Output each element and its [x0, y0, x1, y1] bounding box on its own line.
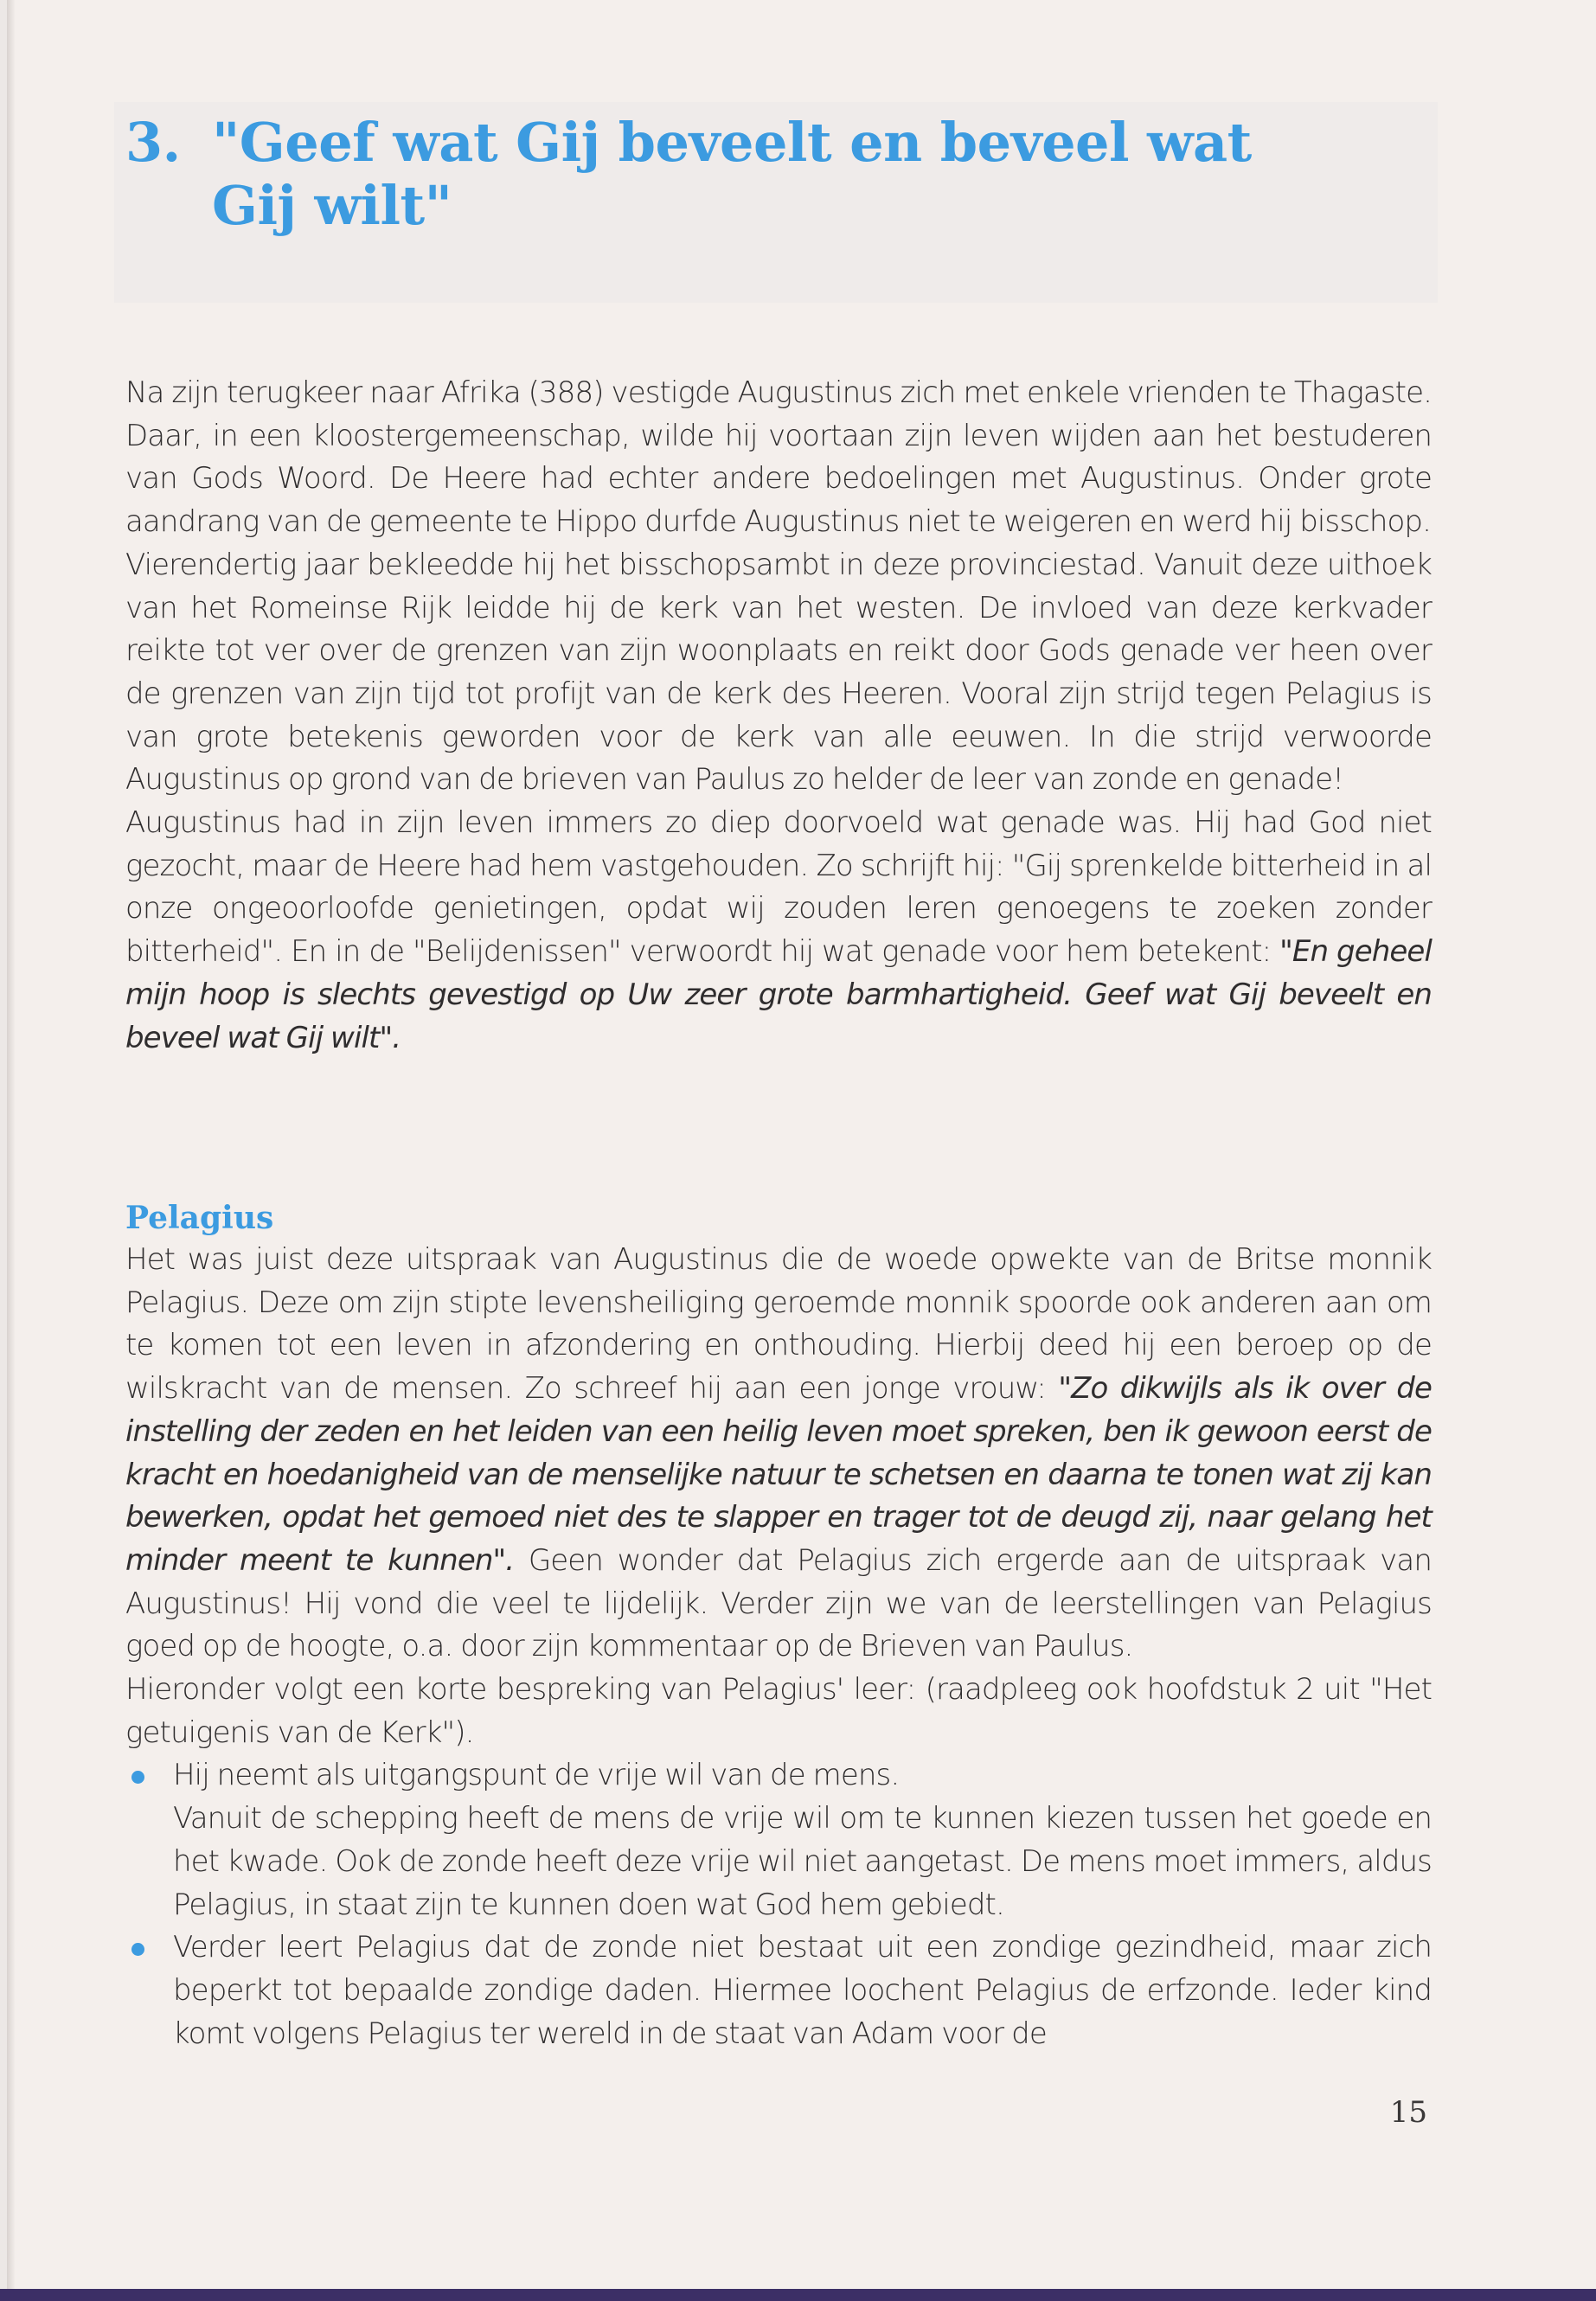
- intro-paragraph-1: Na zijn terugkeer naar Afrika (388) vestigde Augustinus zich met enkele vrienden te Thagaste. Daar, in een kloostergemeenschap, wilde hij voortaan zijn leven wijden aan het bestuderen van Gods Woord. De Heere had echter andere bedoelingen met Augustinus. Onder grote aandrang van de gemeente te Hippo durfde Augustinus niet te weigeren en werd hij bisschop.: [125, 375, 1432, 540]
- pelagius-doctrine-list: [125, 1754, 1432, 2055]
- bullet-dot-icon: [131, 1943, 144, 1956]
- pelagius-section: [125, 1239, 1432, 2055]
- bullet-2-text: Verder leert Pelagius dat de zonde niet bestaat uit een zondige gezindheid, maar zich beperkt tot bepaalde zondige daden. Hiermee loochent Pelagius de erfzonde. Ieder kind komt volgens Pelagius ter wereld in de staat van Adam voor de: [173, 1930, 1432, 2051]
- page-number: 15: [1389, 2095, 1427, 2130]
- intro-section: [125, 372, 1432, 1060]
- pelagius-paragraph-2: Hieronder volgt een korte bespreking van Pelagius' leer: (raadpleeg ook hoofdstuk 2 uit "Het getuigenis van de Kerk").: [125, 1672, 1432, 1750]
- list-item: [125, 1926, 1432, 2055]
- intro-paragraph-3-text: Augustinus had in zijn leven immers zo diep doorvoeld wat genade was. Hij had God niet gezocht, maar de Heere had hem vastgehouden. Zo schrijft hij: "Gij sprenkelde bitterheid in al onze ongeoorloofde genietingen, opdat wij zouden leren genoegens te zoeken zonder bitterheid". En in de "Belijdenissen" verwoordt hij wat genade voor hem betekent:: [125, 805, 1432, 970]
- chapter-title-line-1: "Geef wat Gij beveelt en beveel wat: [212, 111, 1252, 174]
- intro-paragraph-3-quote: "En geheel mijn hoop is slechts gevestigd op Uw zeer grote barmhartigheid. Geef wat Gij beveelt en beveel wat Gij wilt".: [125, 934, 1432, 1055]
- chapter-title-line-2: Gij wilt": [212, 174, 452, 237]
- bullet-1-lead: Hij neemt als uitgangspunt de vrije wil van de mens.: [173, 1758, 900, 1793]
- chapter-number: 3.: [125, 111, 181, 174]
- chapter-title: [125, 111, 1423, 237]
- pelagius-paragraph-1: [125, 1239, 1432, 1669]
- bullet-1-text: Vanuit de schepping heeft de mens de vrije wil om te kunnen kiezen tussen het goede en het kwade. Ook de zonde heeft deze vrije wil niet aangetast. De mens moet immers, aldus Pelagius, in staat zijn te kunnen doen wat God hem gebiedt.: [173, 1801, 1432, 1922]
- intro-paragraph-3: [125, 802, 1432, 1060]
- bullet-dot-icon: [131, 1771, 144, 1784]
- page-gutter-shadow: [7, 0, 16, 2289]
- section-heading-pelagius: Pelagius: [125, 1200, 274, 1236]
- pelagius-paragraph-1-quote: "Zo dikwijls als ik over de instelling der zeden en het leiden van een heilig leven moet spreken, ben ik gewoon eerst de kracht en hoedanigheid van de menselijke natuur te schetsen en daarna te tonen wat zij kan bewerken, opdat het gemoed niet des te slapper en trager tot de deugd zij, naar gelang het minder meent te kunnen".: [125, 1371, 1433, 1578]
- list-item: [125, 1754, 1432, 1926]
- intro-paragraph-2: Vierendertig jaar bekleedde hij het bisschopsambt in deze provinciestad. Vanuit deze uithoek van het Romeinse Rijk leidde hij de kerk van het westen. De invloed van deze kerkvader reikte tot ver over de grenzen van zijn woonplaats en reikt door Gods genade ver heen over de grenzen van zijn tijd tot profijt van de kerk des Heeren. Vooral zijn strijd tegen Pelagius is van grote betekenis geworden voor de kerk van alle eeuwen. In die strijd verwoorde Augustinus op grond van de brieven van Paulus zo helder de leer van zonde en genade!: [125, 547, 1432, 798]
- bottom-edge-band: [0, 2289, 1596, 2301]
- pelagius-paragraph-1-tail: Geen wonder dat Pelagius zich ergerde aan de uitspraak van Augustinus! Hij vond die veel te lijdelijk. Verder zijn we van de leerstellingen van Pelagius goed op de hoogte, o.a. door zijn kommentaar op de Brieven van Paulus.: [125, 1542, 1432, 1664]
- pelagius-paragraph-1-text: Het was juist deze uitspraak van Augustinus die de woede opwekte van de Britse monnik Pelagius. Deze om zijn stipte levensheiliging geroemde monnik spoorde ook anderen aan om te komen tot een leven in afzondering en onthouding. Hierbij deed hij een beroep op de wilskracht van de mensen. Zo schreef hij aan een jonge vrouw:: [125, 1242, 1432, 1407]
